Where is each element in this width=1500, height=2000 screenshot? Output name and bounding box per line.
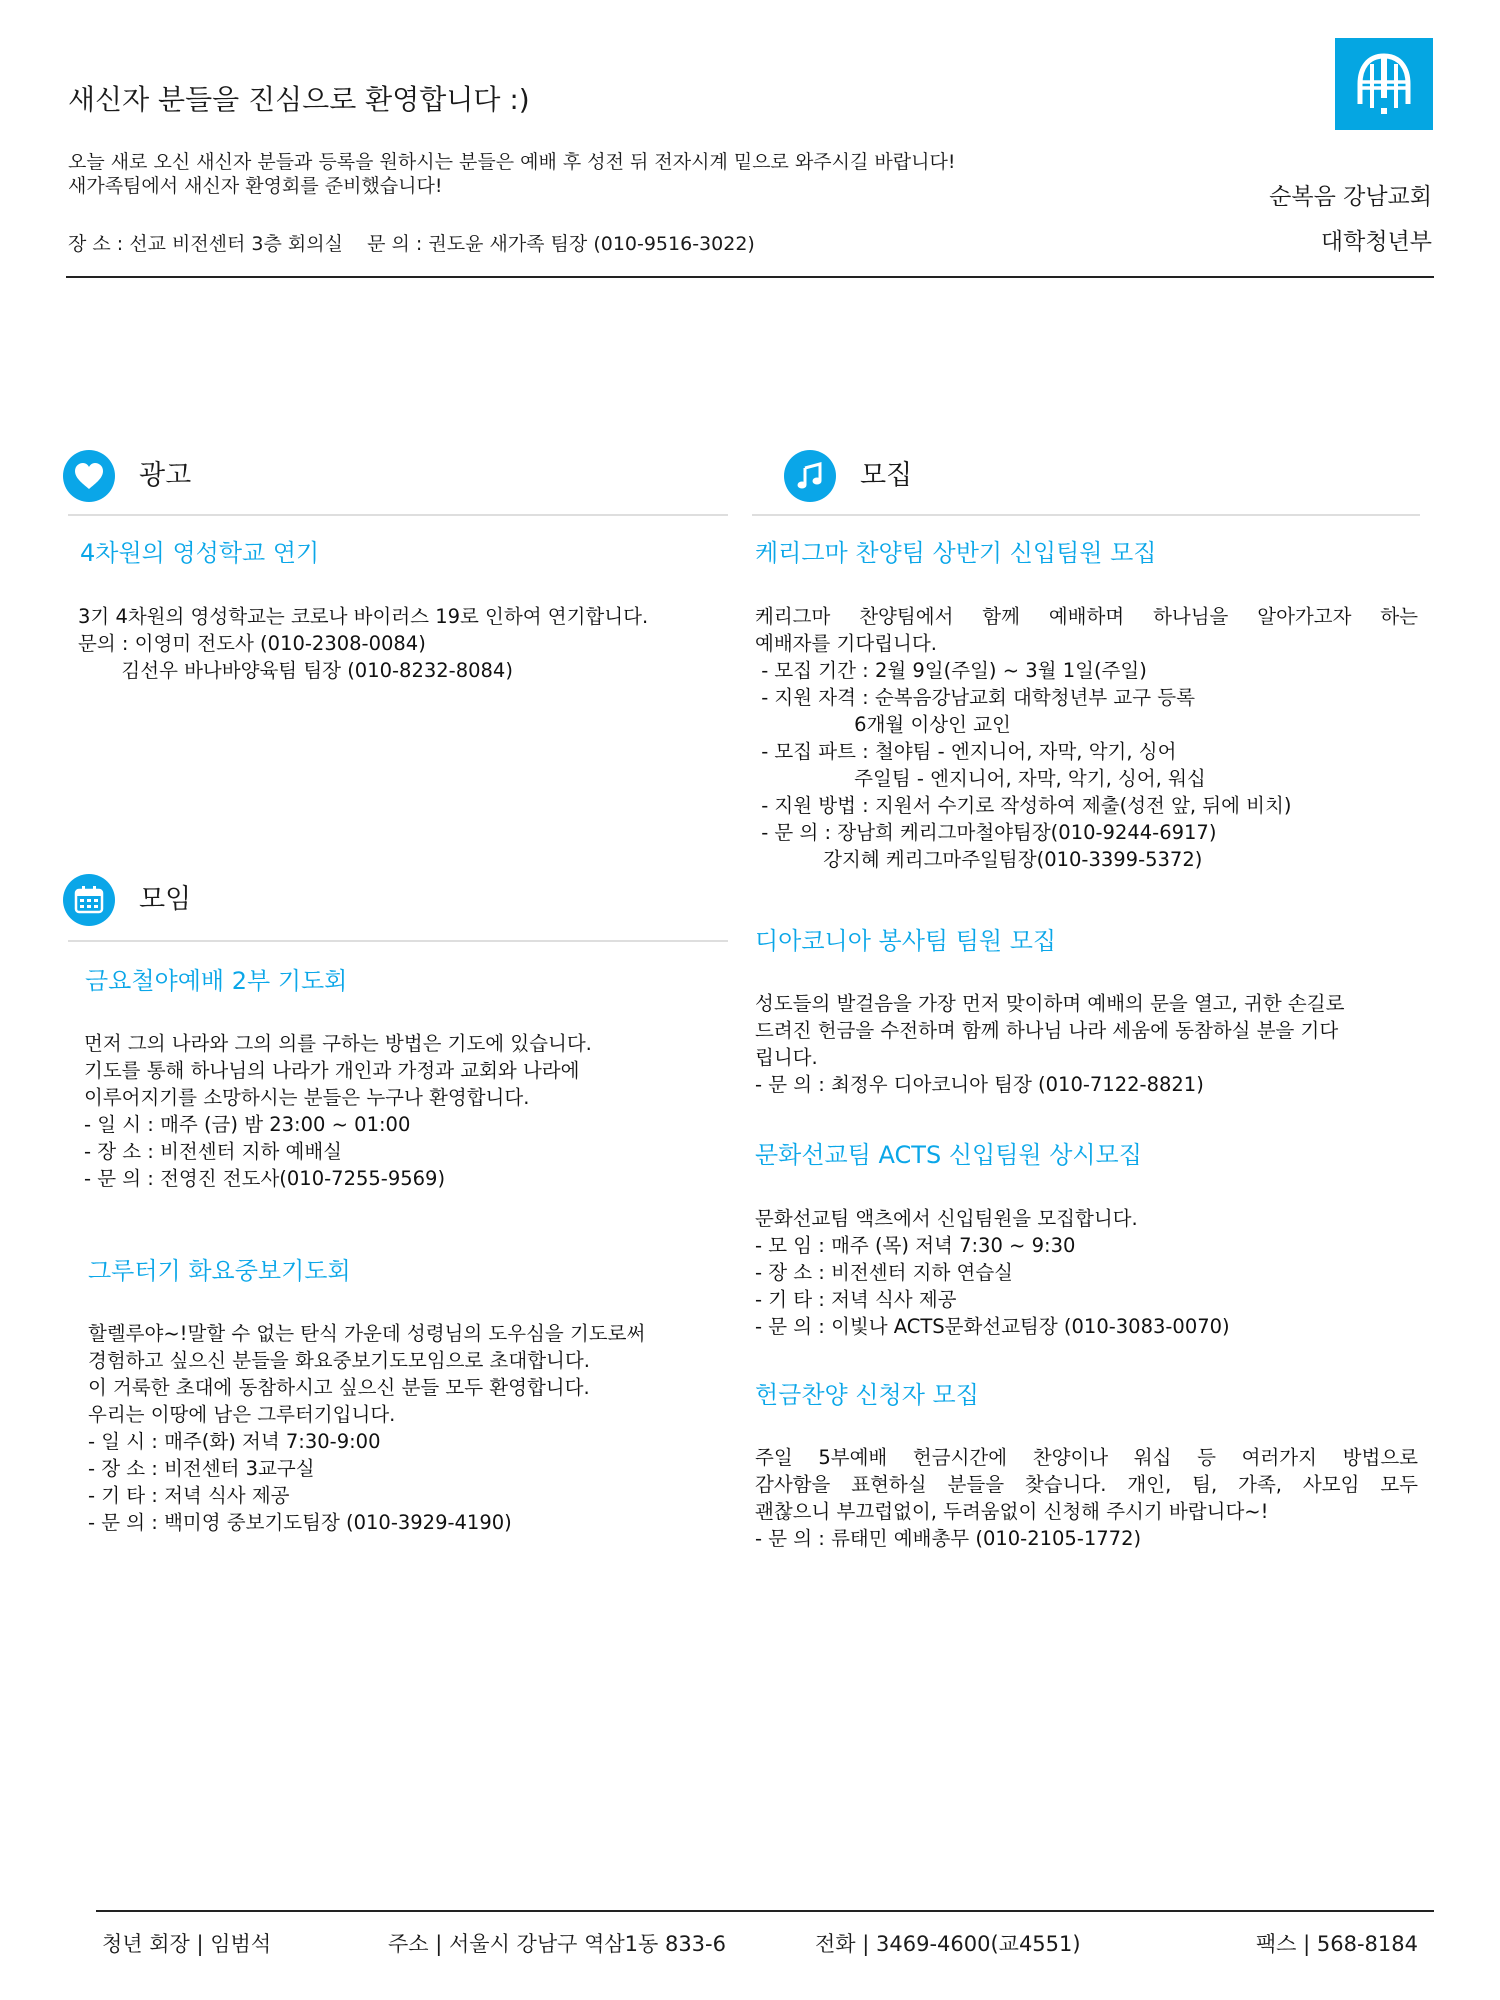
- calendar-icon: [63, 874, 115, 926]
- body-line: 우리는 이땅에 남은 그루터기입니다.: [88, 1403, 396, 1426]
- body-line: - 모 임 : 매주 (목) 저녁 7:30 ~ 9:30: [755, 1234, 1076, 1257]
- body-line: 주일팀 - 엔지니어, 자막, 악기, 싱어, 워십: [755, 767, 1206, 790]
- body-line: - 일 시 : 매주 (금) 밤 23:00 ~ 01:00: [84, 1113, 411, 1136]
- body-line: 6개월 이상인 교인: [755, 713, 1011, 736]
- body-line: 3기 4차원의 영성학교는 코로나 바이러스 19로 인하여 연기합니다.: [78, 605, 649, 628]
- section-header-recruit: [784, 450, 912, 502]
- ad-title: 4차원의 영성학교 연기: [80, 539, 320, 567]
- section-title-meetings: 모임: [139, 884, 192, 915]
- body-line: - 모집 파트 : 철야팀 - 엔지니어, 자막, 악기, 싱어: [755, 740, 1177, 763]
- footer-phone: 전화 | 3469-4600(교4551): [815, 1932, 1081, 1956]
- body-line: 주일 5부예배 헌금시간에 찬양이나 워십 등 여러가지 방법으로: [755, 1446, 1418, 1469]
- body-line: - 지원 방법 : 지원서 수기로 작성하여 제출(성전 앞, 뒤에 비치): [755, 794, 1292, 817]
- body-line: - 장 소 : 비전센터 지하 예배실: [84, 1140, 343, 1163]
- recruit-body: [755, 1525, 1141, 1552]
- body-line: - 문 의 : 전영진 전도사(010-7255-9569): [84, 1167, 446, 1190]
- body-line: 김선우 바나바양육팀 팀장 (010-8232-8084): [78, 659, 513, 682]
- body-line: - 문 의 : 류태민 예배총무 (010-2105-1772): [755, 1527, 1142, 1550]
- section-divider: [752, 514, 1420, 516]
- body-line: 할렐루야~!말할 수 없는 탄식 가운데 성령님의 도우심을 기도로써: [88, 1322, 646, 1345]
- recruit-body-intro: [755, 603, 1418, 657]
- recruit-title: 케리그마 찬양팀 상반기 신입팀원 모집: [755, 539, 1157, 567]
- body-line: 강지혜 케리그마주일팀장(010-3399-5372): [755, 848, 1203, 871]
- header-divider: [66, 276, 1434, 278]
- meeting-body: [88, 1320, 645, 1536]
- welcome-title: 새신자 분들을 진심으로 환영합니다 :): [68, 83, 530, 116]
- body-line: 경험하고 싶으신 분들을 화요중보기도모임으로 초대합니다.: [88, 1349, 590, 1372]
- body-line: 예배자를 기다립니다.: [755, 632, 937, 655]
- body-line: - 기 타 : 저녁 식사 제공: [88, 1484, 290, 1507]
- meeting-body: [84, 1030, 592, 1192]
- ad-body: [78, 603, 648, 684]
- meeting-title: 금요철야예배 2부 기도회: [85, 967, 348, 995]
- body-line: - 일 시 : 매주(화) 저녁 7:30-9:00: [88, 1430, 381, 1453]
- church-name: 순복음 강남교회: [1269, 184, 1432, 210]
- body-line: - 모집 기간 : 2월 9일(주일) ~ 3월 1일(주일): [755, 659, 1147, 682]
- footer-president: 청년 회장 | 임범석: [102, 1932, 272, 1956]
- footer-divider: [96, 1910, 1434, 1912]
- section-header-meetings: [63, 874, 191, 926]
- intro-text: [68, 150, 1148, 198]
- recruit-title: 헌금찬양 신청자 모집: [755, 1381, 979, 1409]
- body-line: 이루어지기를 소망하시는 분들은 누구나 환영합니다.: [84, 1086, 530, 1109]
- body-line: 이 거룩한 초대에 동참하시고 싶으신 분들 모두 환영합니다.: [88, 1376, 590, 1399]
- church-logo-icon: [1335, 38, 1433, 130]
- recruit-body: [755, 990, 1344, 1098]
- recruit-title: 문화선교팀 ACTS 신입팀원 상시모집: [755, 1141, 1142, 1169]
- intro-line: 새가족팀에서 새신자 환영회를 준비했습니다!: [68, 175, 443, 197]
- church-logo: [1335, 38, 1433, 130]
- music-note-icon: [784, 450, 836, 502]
- recruit-body: [755, 657, 1291, 873]
- body-line: 문화선교팀 액츠에서 신입팀원을 모집합니다.: [755, 1207, 1138, 1230]
- heart-icon: [63, 450, 115, 502]
- section-divider: [68, 514, 728, 516]
- body-line: - 기 타 : 저녁 식사 제공: [755, 1288, 957, 1311]
- body-line: - 장 소 : 비전센터 3교구실: [88, 1457, 315, 1480]
- body-line: 케리그마 찬양팀에서 함께 예배하며 하나님을 알아가고자 하는: [755, 605, 1418, 628]
- welcome-place-contact: 장 소 : 선교 비전센터 3층 회의실 문 의 : 권도윤 새가족 팀장 (010-9516-3022): [68, 233, 755, 255]
- footer-fax: 팩스 | 568-8184: [1255, 1932, 1418, 1956]
- body-line: - 문 의 : 백미영 중보기도팀장 (010-3929-4190): [88, 1511, 512, 1534]
- body-line: 괜찮으니 부끄럽없이, 두려움없이 신청해 주시기 바랍니다~!: [755, 1500, 1269, 1523]
- recruit-body: [755, 1205, 1230, 1340]
- recruit-title: 디아코니아 봉사팀 팀원 모집: [755, 927, 1057, 955]
- footer-address: 주소 | 서울시 강남구 역삼1동 833-6: [388, 1932, 726, 1956]
- section-divider: [68, 940, 728, 942]
- section-title-ads: 광고: [139, 460, 192, 491]
- recruit-body-intro: [755, 1444, 1418, 1525]
- section-title-recruit: 모집: [860, 460, 913, 491]
- body-line: 문의 : 이영미 전도사 (010-2308-0084): [78, 632, 426, 655]
- meeting-title: 그루터기 화요중보기도회: [88, 1257, 351, 1285]
- body-line: 립니다.: [755, 1046, 818, 1069]
- body-line: - 문 의 : 최정우 디아코니아 팀장 (010-7122-8821): [755, 1073, 1204, 1096]
- body-line: - 장 소 : 비전센터 지하 연습실: [755, 1261, 1014, 1284]
- body-line: 드려진 헌금을 수전하며 함께 하나님 나라 세움에 동참하실 분을 기다: [755, 1019, 1339, 1042]
- body-line: 감사함을 표현하실 분들을 찾습니다. 개인, 팀, 가족, 사모임 모두: [755, 1473, 1418, 1496]
- department-name: 대학청년부: [1320, 229, 1432, 255]
- intro-line: 오늘 새로 오신 새신자 분들과 등록을 원하시는 분들은 예배 후 성전 뒤 전자시계 밑으로 와주시길 바랍니다!: [68, 151, 956, 173]
- body-line: - 문 의 : 이빛나 ACTS문화선교팀장 (010-3083-0070): [755, 1315, 1230, 1338]
- body-line: 기도를 통해 하나님의 나라가 개인과 가정과 교회와 나라에: [84, 1059, 580, 1082]
- body-line: 성도들의 발걸음을 가장 먼저 맞이하며 예배의 문을 열고, 귀한 손길로: [755, 992, 1345, 1015]
- body-line: 먼저 그의 나라와 그의 의를 구하는 방법은 기도에 있습니다.: [84, 1032, 592, 1055]
- body-line: - 지원 자격 : 순복음강남교회 대학청년부 교구 등록: [755, 686, 1195, 709]
- section-header-ads: [63, 450, 191, 502]
- body-line: - 문 의 : 장남희 케리그마철야팀장(010-9244-6917): [755, 821, 1217, 844]
